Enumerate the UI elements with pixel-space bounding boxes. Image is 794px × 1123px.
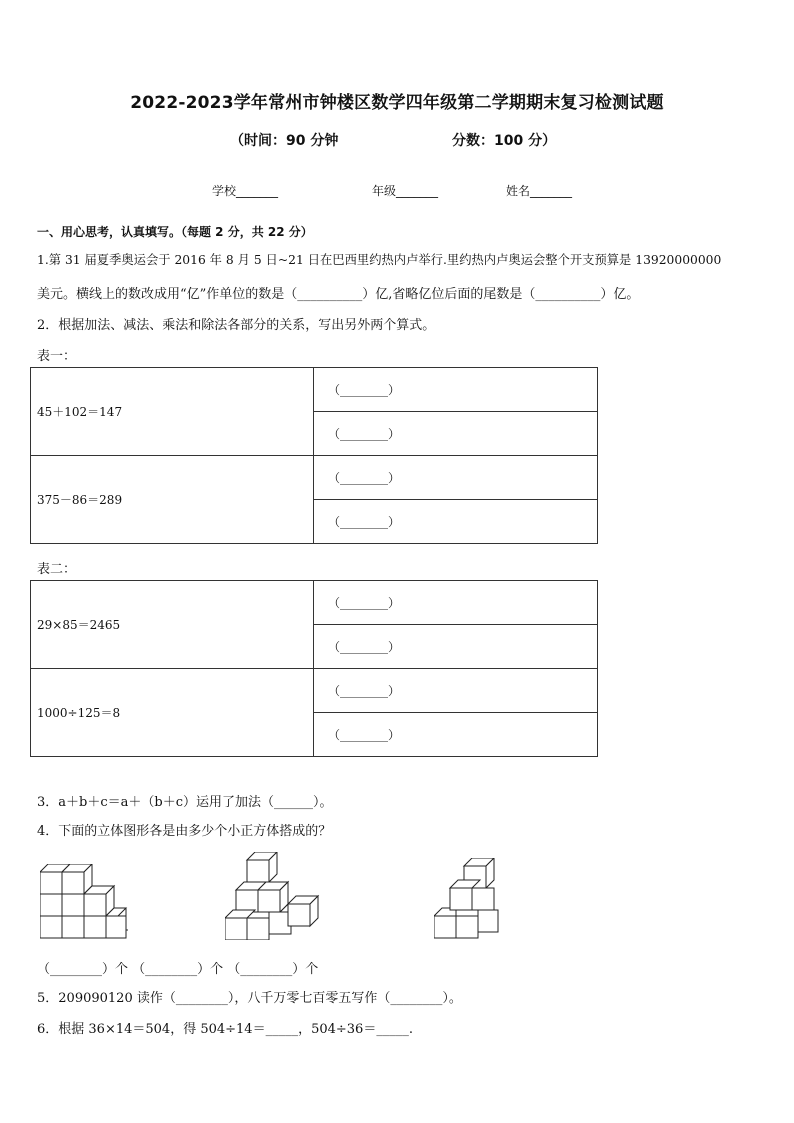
section-heading: 一、用心思考，认真填写。（每题 2 分，共 22 分）: [37, 225, 313, 239]
q2-text: 2．根据加法、减法、乘法和除法各部分的关系，写出另外两个算式。: [37, 318, 436, 333]
q5-text: 5．209090120 读作（________），八千万零七百零五写作（________）。: [37, 991, 462, 1006]
page-title: 2022-2023学年常州市钟楼区数学四年级第二学期期末复习检测试题: [130, 93, 664, 113]
table-row: [31, 669, 598, 713]
table-row: [31, 581, 598, 625]
table-two: [30, 580, 598, 757]
total-score: 分数：100 分）: [452, 133, 557, 149]
time-limit: （时间：90 分钟: [230, 133, 339, 149]
cube-figure-2: [225, 852, 325, 940]
answer-blank[interactable]: （________）: [314, 456, 598, 500]
cube-figure-1: [40, 864, 128, 940]
table1-label: 表一：: [37, 349, 77, 364]
equation-cell: 45＋102＝147: [31, 368, 314, 456]
q1-line2: 美元。横线上的数改成用“亿”作单位的数是（__________）亿,省略亿位后面的尾数是（__________）亿。: [37, 287, 640, 302]
table-row: [31, 368, 598, 412]
q6-text: 6．根据 36×14＝504，得 504÷14＝_____，504÷36＝_____.: [37, 1022, 413, 1037]
exam-meta: [230, 130, 557, 150]
cube-figure-3: [434, 858, 502, 940]
q4-answers: （________）个 （________）个 （________）个: [37, 962, 319, 977]
equation-cell: 375－86＝289: [31, 456, 314, 544]
answer-blank[interactable]: （________）: [314, 625, 598, 669]
table2-label: 表二：: [37, 562, 77, 577]
school-field[interactable]: 学校_______: [212, 184, 279, 198]
equation-cell: 29×85＝2465: [31, 581, 314, 669]
answer-blank[interactable]: （________）: [314, 669, 598, 713]
answer-blank[interactable]: （________）: [314, 412, 598, 456]
answer-blank[interactable]: （________）: [314, 368, 598, 412]
answer-blank[interactable]: （________）: [314, 500, 598, 544]
table-one: [30, 367, 598, 544]
q3-text: 3．a＋b＋c＝a＋（b＋c）运用了加法（______）。: [37, 795, 333, 810]
answer-blank[interactable]: （________）: [314, 581, 598, 625]
name-field[interactable]: 姓名_______: [506, 184, 573, 198]
answer-blank[interactable]: （________）: [314, 713, 598, 757]
q4-text: 4．下面的立体图形各是由多少个小正方体搭成的？: [37, 824, 332, 839]
equation-cell: 1000÷125＝8: [31, 669, 314, 757]
q1-line1: 1.第 31 届夏季奥运会于 2016 年 8 月 5 日~21 日在巴西里约热内卢举行.里约热内卢奥运会整个开支预算是 13920000000: [37, 253, 722, 267]
grade-field[interactable]: 年级_______: [372, 184, 439, 198]
table-row: [31, 456, 598, 500]
